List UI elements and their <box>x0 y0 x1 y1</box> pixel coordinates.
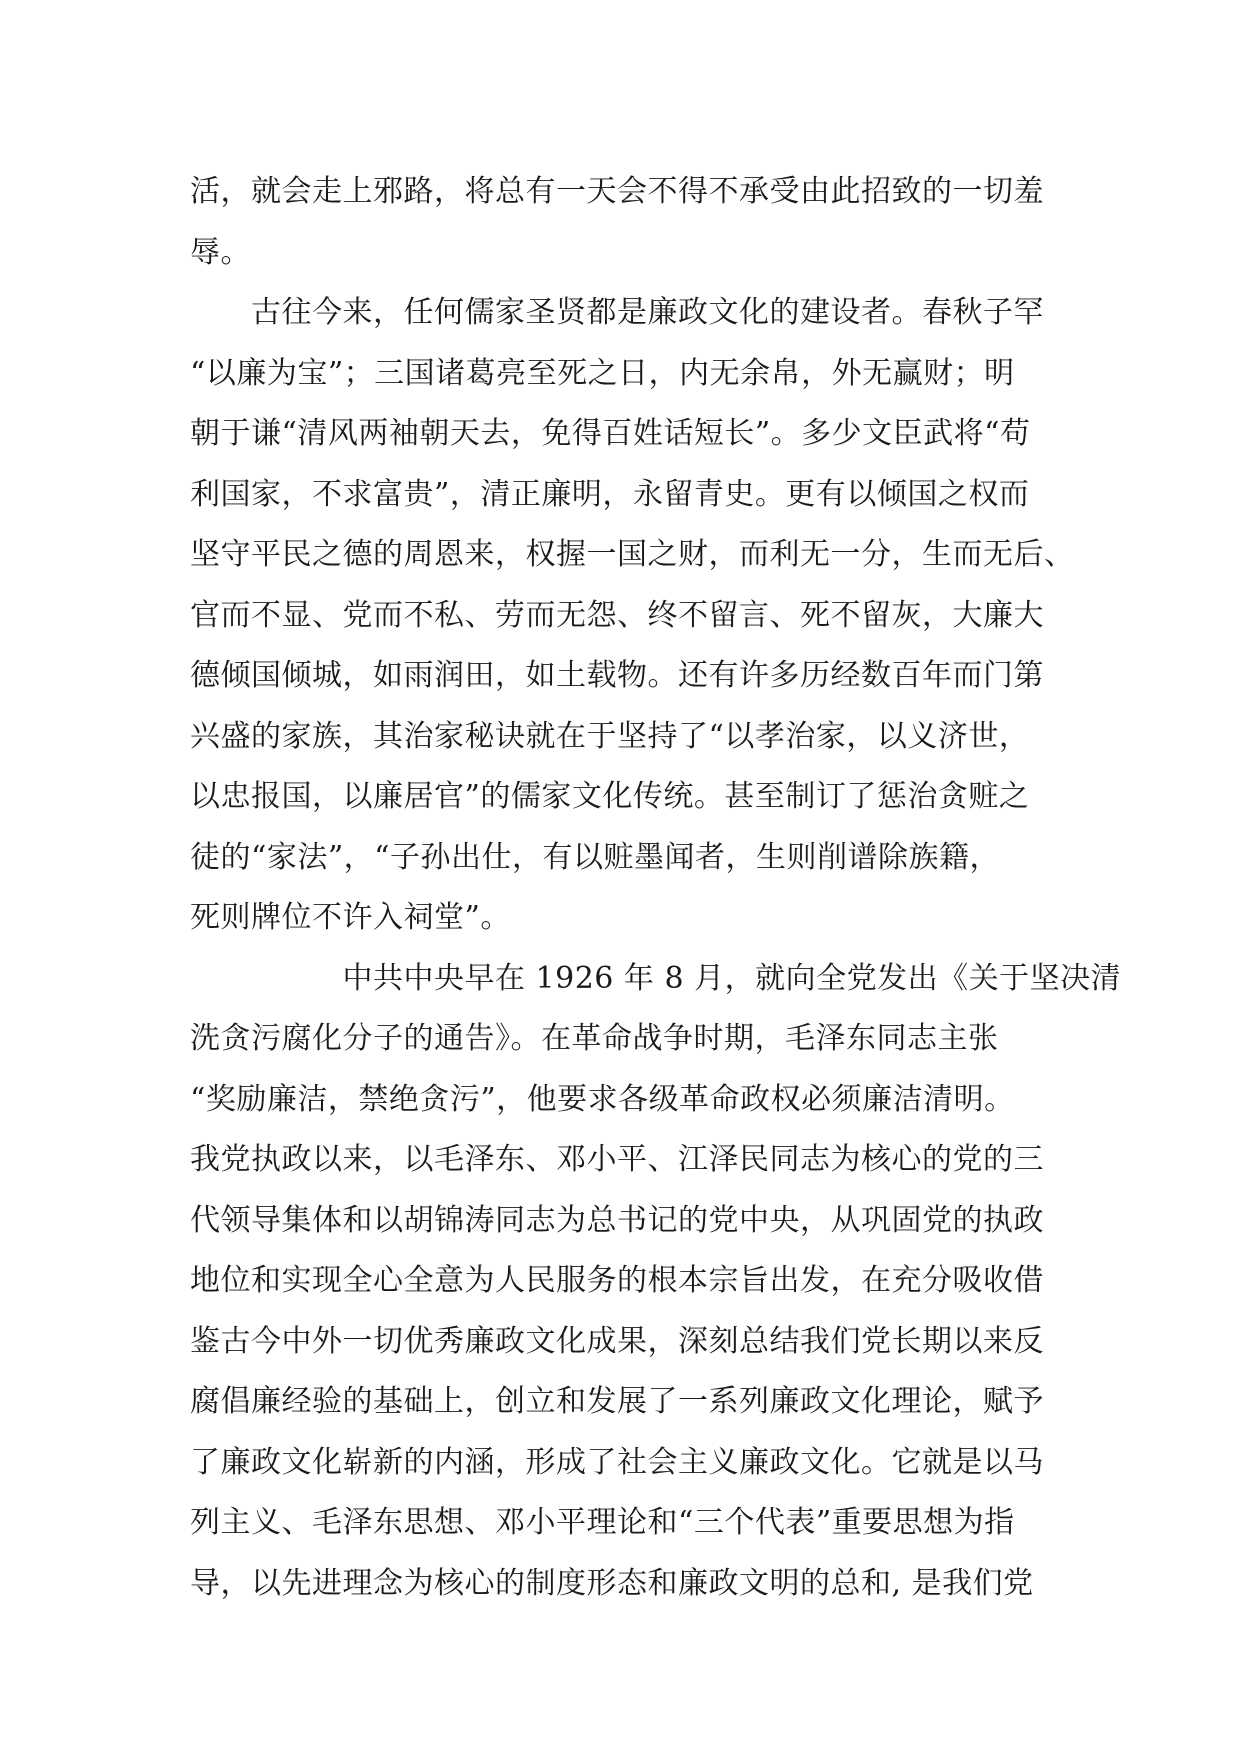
text-line: 利国家，不求富贵”，清正廉明，永留青史。更有以倾国之权而 <box>190 476 1030 512</box>
text-line: 德倾国倾城，如雨润田，如土载物。还有许多历经数百年而门第 <box>190 658 1044 693</box>
text-line: 坚守平民之德的周恩来，权握一国之财，而利无一分，生而无后、 <box>190 537 1075 572</box>
text-line: 徒的“家法”，“子孙出仕，有以赃墨闻者，生则削谱除族籍， <box>190 839 1001 875</box>
text-line: 我党执政以来，以毛泽东、邓小平、江泽民同志为核心的党的三 <box>190 1142 1044 1177</box>
text-line: 导，以先进理念为核心的制度形态和廉政文明的总和, 是我们党 <box>190 1565 1034 1601</box>
text-line: 地位和实现全心全意为人民服务的根本宗旨出发，在充分吸收借 <box>190 1263 1044 1298</box>
text-line: 列主义、毛泽东思想、邓小平理论和“三个代表”重要思想为指 <box>190 1505 1015 1540</box>
text-line: 官而不显、党而不私、劳而无怨、终不留言、死不留灰，大廉大 <box>190 597 1044 633</box>
text-line: “以廉为宝”；三国诸葛亮至死之日，内无余帛，外无赢财；明 <box>190 355 1015 391</box>
body-text <box>190 162 1122 1614</box>
text-line: 死则牌位不许入祠堂”。 <box>190 900 511 935</box>
text-line: 朝于谦“清风两袖朝天去，免得百姓话短长”。多少文臣武将“苟 <box>190 416 1031 451</box>
text-line: 以忠报国，以廉居官”的儒家文化传统。甚至制订了惩治贪赃之 <box>190 779 1030 814</box>
text-line: 活，就会走上邪路，将总有一天会不得不承受由此招致的一切羞 <box>190 174 1044 209</box>
text-line: 兴盛的家族，其治家秘诀就在于坚持了“以孝治家，以义济世， <box>190 718 1030 754</box>
text-line: “奖励廉洁，禁绝贪污”，他要求各级革命政权必须廉洁清明。 <box>190 1081 1015 1117</box>
text-line: 了廉政文化崭新的内涵，形成了社会主义廉政文化。它就是以马 <box>190 1444 1044 1480</box>
text-line: 腐倡廉经验的基础上，创立和发展了一系列廉政文化理论，赋予 <box>190 1384 1044 1419</box>
text-line: 洗贪污腐化分子的通告》。在革命战争时期，毛泽东同志主张 <box>190 1021 999 1056</box>
paragraph-start-line: 古往今来，任何儒家圣贤都是廉政文化的建设者。春秋子罕 <box>190 295 1044 330</box>
text-line: 鉴古今中外一切优秀廉政文化成果，深刻总结我们党长期以来反 <box>190 1323 1044 1359</box>
text-line: 代领导集体和以胡锦涛同志为总书记的党中央，从巩固党的执政 <box>190 1202 1044 1238</box>
text-line: 辱。 <box>190 234 251 270</box>
paragraph-start-line: 中共中央早在 1926 年 8 月，就向全党发出《关于坚决清 <box>190 960 1122 996</box>
